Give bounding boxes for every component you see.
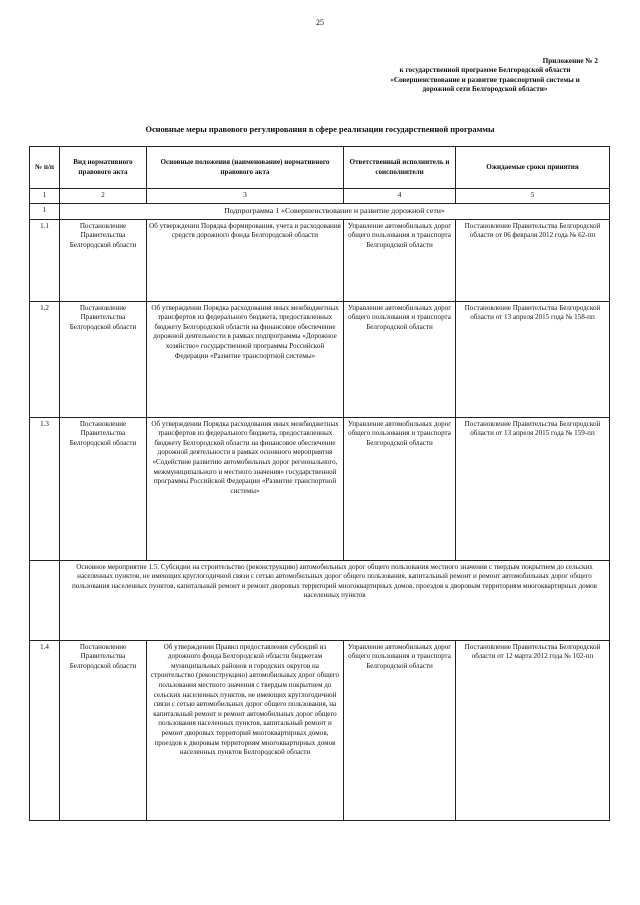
table-row xyxy=(30,417,610,560)
row-num: 1.4 xyxy=(30,640,60,820)
row-content: Об утверждении Порядка расходования иных межбюджетных трансфертов из федерального бюджета, предоставленных бюджету Белгородской области на финансовое обеспечение дорожной деятельности в рамках основного мероприятия «Содействие развитию автомобильных дорог регионального, межмуниципального и местного значения» государственной программы Российской Федерации «Развитие транспортной системы» xyxy=(147,417,344,560)
row-type: Постановление Правительства Белгородской области xyxy=(60,417,147,560)
col-number: 4 xyxy=(344,189,456,204)
header-deadline: Ожидаемые сроки принятия xyxy=(456,147,610,189)
page-number: 25 xyxy=(316,18,324,27)
appendix-header xyxy=(360,57,610,94)
col-number: 3 xyxy=(147,189,344,204)
row-executor: Управление автомобильных дорог общего пользования и транспорта Белгородской области xyxy=(344,301,456,417)
col-number: 5 xyxy=(456,189,610,204)
main-event-row xyxy=(30,560,610,640)
table-row xyxy=(30,219,610,301)
row-content: Об утверждении Порядка расходования иных межбюджетных трансфертов из федерального бюджета, предоставленных бюджету Белгородской области на финансовое обеспечение дорожной деятельности в рамках подпрограммы «Дорожное хозяйство» государственной программы Российской Федерации «Развитие транспортной системы» xyxy=(147,301,344,417)
column-number-row xyxy=(30,189,610,204)
document-title: Основные меры правового регулирования в сфере реализации государственной программы xyxy=(145,125,495,134)
row-content: Об утверждении Правил предоставления субсидий из дорожного фонда Белгородской области бюджетам муниципальных районов и городских округов на строительство (реконструкцию) автомобильных дорог общего пользования местного значения с твердым покрытием до сельских населенных пунктов, не имеющих круглогодичной связи с сетью автомобильных дорог общего пользования, на капитальный ремонт и ремонт автомобильных дорог общего пользования населенных пунктов, капитальный ремонт и ремонт дворовых территорий многоквартирных домов, проездов к дворовым территориям многоквартирных домов населенных пунктов Белгородской области xyxy=(147,640,344,820)
row-deadline: Постановление Правительства Белгородской области от 13 апреля 2015 года № 158-пп xyxy=(456,301,610,417)
appendix-line-4: дорожной сети Белгородской области» xyxy=(422,84,548,93)
row-num: 1.1 xyxy=(30,219,60,301)
header-executor: Ответственный исполнитель и соисполнители xyxy=(344,147,456,189)
row-deadline: Постановление Правительства Белгородской области от 12 марта 2012 года № 102-пп xyxy=(456,640,610,820)
row-type: Постановление Правительства Белгородской области xyxy=(60,219,147,301)
col-number: 1 xyxy=(30,189,60,204)
row-deadline: Постановление Правительства Белгородской области от 13 апреля 2015 года № 159-пп xyxy=(456,417,610,560)
event-num-cell xyxy=(30,560,60,640)
row-type: Постановление Правительства Белгородской области xyxy=(60,301,147,417)
appendix-line-3: «Совершенствование и развитие транспортной системы и xyxy=(390,75,580,84)
row-executor: Управление автомобильных дорог общего пользования и транспорта Белгородской области xyxy=(344,417,456,560)
row-executor: Управление автомобильных дорог общего пользования и транспорта Белгородской области xyxy=(344,219,456,301)
appendix-line-2: к государственной программе Белгородской области xyxy=(399,66,571,75)
row-type: Постановление Правительства Белгородской области xyxy=(60,640,147,820)
header-content: Основные положения (наименование) нормативного правового акта xyxy=(147,147,344,189)
main-event-title: Основное мероприятие 1.5. Субсидии на строительство (реконструкцию) автомобильных дорог общего пользования местного значения с твердым покрытием до сельских населенных пунктов, не имеющих круглогодичной связи с сетью автомобильных дорог общего пользования, капитальный ремонт и ремонт автомобильных дорог общего пользования населенных пунктов, капитальный ремонт и ремонт дворовых территорий многоквартирных домов, проездов к дворовым территориям многоквартирных домов населенных пунктов xyxy=(60,560,610,640)
measures-table xyxy=(29,146,610,821)
table-row xyxy=(30,640,610,820)
subprogram-num: 1 xyxy=(30,203,60,219)
row-content: Об утверждении Порядка формирования, учета и расходования средств дорожного фонда Белгородской области xyxy=(147,219,344,301)
subprogram-title: Подпрограмма 1 «Совершенствование и развитие дорожной сети» xyxy=(60,203,610,219)
header-row xyxy=(30,147,610,189)
row-num: 1.3 xyxy=(30,417,60,560)
table-row xyxy=(30,301,610,417)
row-deadline: Постановление Правительства Белгородской области от 06 февраля 2012 года № 62-пп xyxy=(456,219,610,301)
row-executor: Управление автомобильных дорог общего пользования и транспорта Белгородской области xyxy=(344,640,456,820)
row-num: 1.2 xyxy=(30,301,60,417)
appendix-line-1: Приложение № 2 xyxy=(542,57,598,65)
header-type: Вид нормативного правового акта xyxy=(60,147,147,189)
header-num: № п/п xyxy=(30,147,60,189)
col-number: 2 xyxy=(60,189,147,204)
subprogram-row xyxy=(30,203,610,219)
